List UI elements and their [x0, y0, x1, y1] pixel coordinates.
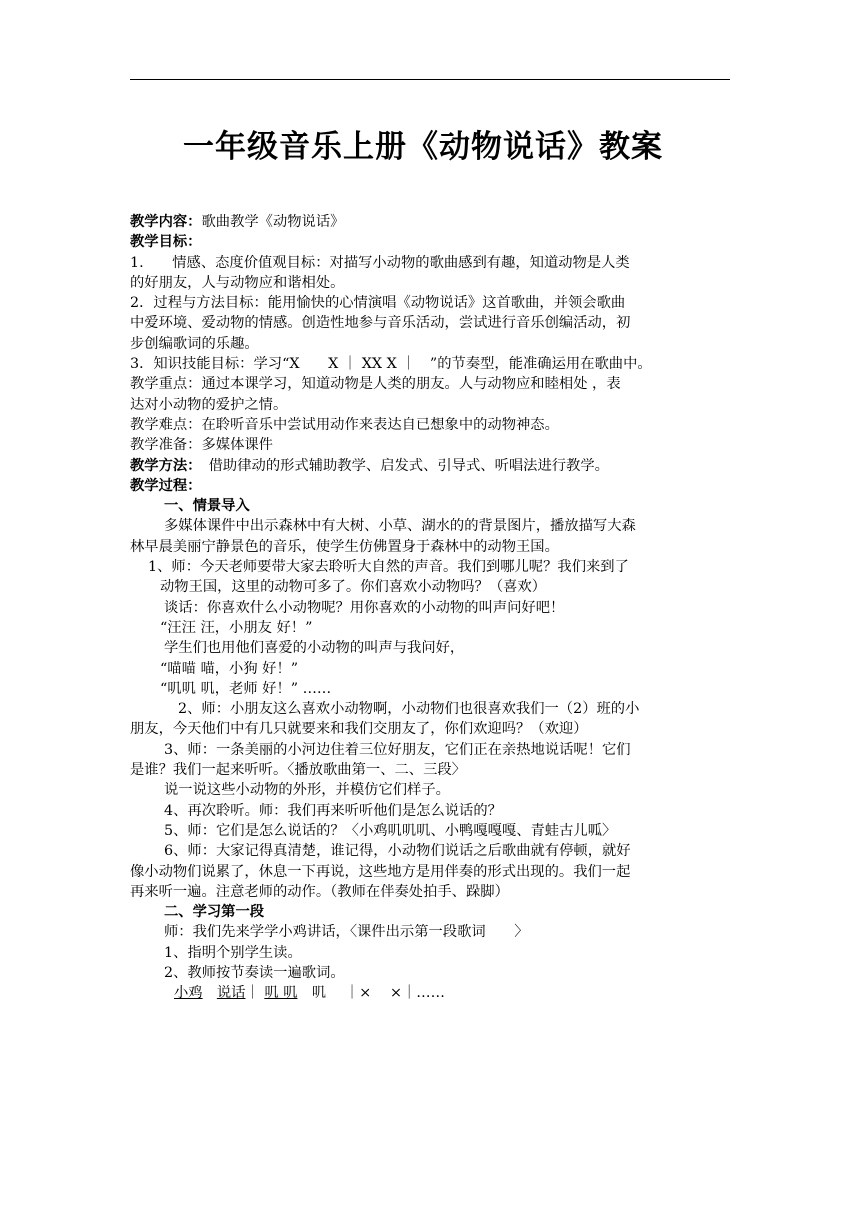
lyric-word: 说话	[216, 985, 246, 1002]
paragraph-line: 学生们也用他们喜爱的小动物的叫声与我问好，	[164, 640, 465, 657]
paragraph-line: 6、师：大家记得真清楚，谁记得，小动物们说话之后歌曲就有停顿，就好	[164, 843, 631, 860]
line-content	[130, 212, 732, 232]
paragraph-line: 动物王国，这里的动物可多了。你们喜欢小动物吗？（喜欢）	[160, 579, 547, 596]
label-teaching-content: 教学内容：	[130, 214, 202, 230]
page-title: 一年级音乐上册《动物说话》教案	[183, 129, 663, 165]
paragraph-line: “汪汪 汪，小朋友 好！”	[160, 619, 313, 636]
paragraph-line: 再来听一遍。注意老师的动作。（教师在伴奏处拍手、跺脚）	[130, 883, 509, 900]
lyric-word: 小鸡	[174, 985, 203, 1002]
section-heading-2: 二、学习第一段	[164, 904, 265, 921]
paragraph-line: 4、再次聆听。师：我们再来听听他们是怎么说话的？	[164, 802, 502, 819]
paragraph-line: “叽叽 叽，老师 好！” ……	[160, 680, 332, 697]
document-body	[130, 212, 732, 1004]
paragraph-line: 多媒体课件中出示森林中有大树、小草、湖水的的背景图片，播放描写大森	[164, 518, 636, 535]
key-points-cont: 达对小动物的爱护之情。	[130, 396, 288, 413]
label-methods: 教学方法：	[130, 457, 195, 474]
label-teaching-goals: 教学目标：	[130, 234, 202, 251]
goal-1: 1. 情感、态度价值观目标：对描写小动物的歌曲感到有趣，知道动物是人类	[130, 254, 630, 271]
key-points: 教学重点：通过本课学习，知道动物是人类的朋友。人与动物应和睦相处 ，表	[130, 376, 621, 393]
text-methods: 借助律动的形式辅助教学、启发式、引导式、听唱法进行教学。	[194, 457, 609, 474]
section-heading-1: 一、情景导入	[164, 498, 250, 515]
paragraph-line: 1、师：今天老师要带大家去聆听大自然的声音。我们到哪儿呢？我们来到了	[148, 559, 629, 576]
header-rule	[130, 79, 730, 80]
paragraph-line: 像小动物们说累了，休息一下再说，这些地方是用伴奏的形式出现的。我们一起	[130, 863, 631, 880]
goal-1-cont: 的好朋友，人与动物应和谐相处。	[130, 274, 345, 291]
goal-3: 3．知识技能目标：学习“X X ｜ XX X ｜ ”的节奏型，能准确运用在歌曲中。	[130, 356, 652, 373]
paragraph-line: 5、师：它们是怎么说话的？〈小鸡叽叽叽、小鸭嘎嘎嘎、青蛙古儿呱〉	[164, 822, 617, 839]
goal-2-cont: 中爱环境、爱动物的情感。创造性地参与音乐活动，尝试进行音乐创编活动，初	[130, 315, 631, 332]
paragraph-line: 谈话：你喜欢什么小动物呢？用你喜欢的小动物的叫声问好吧！	[164, 599, 565, 616]
rhythm-notation: 叽 ｜× ×｜……	[311, 985, 445, 1002]
lyric-word: 叽 叽	[264, 985, 298, 1002]
line-methods	[130, 456, 732, 476]
paragraph-line: 是谁？我们一起来听听。〈播放歌曲第一、二、三段〉	[130, 762, 466, 779]
paragraph-line: 2、教师按节奏读一遍歌词。	[164, 964, 345, 981]
text-teaching-content: 歌曲教学《动物说话》	[201, 214, 345, 230]
paragraph-line: 2、师：小朋友这么喜欢小动物啊，小动物们也很喜欢我们一（2）班的小	[178, 701, 640, 718]
goal-2: 2．过程与方法目标：能用愉快的心情演唱《动物说话》这首歌曲，并领会歌曲	[130, 295, 626, 312]
difficulties: 教学难点：在聆听音乐中尝试用动作来表达自已想象中的动物神态。	[130, 416, 559, 433]
paragraph-line: 朋友，今天他们中有几只就要来和我们交朋友了，你们欢迎吗？（欢迎）	[130, 721, 588, 738]
paragraph-line: 说一说这些小动物的外形，并模仿它们样子。	[164, 782, 450, 799]
rhythm-line: 小鸡 说话｜ 叽 叽 叽 ｜× ×｜……	[174, 985, 445, 1002]
paragraph-line: 1、指明个别学生读。	[164, 944, 302, 961]
paragraph-line: 3、师：一条美丽的小河边住着三位好朋友，它们正在亲热地说话呢！它们	[164, 741, 631, 758]
goal-2-cont2: 步创编歌词的乐趣。	[130, 335, 259, 352]
preparation: 教学准备：多媒体课件	[130, 437, 273, 454]
paragraph-line: 林早晨美丽宁静景色的音乐，使学生仿佛置身于森林中的动物王国。	[130, 538, 559, 555]
label-process: 教学过程：	[130, 477, 202, 494]
paragraph-line: “喵喵 喵，小狗 好！”	[160, 660, 299, 677]
paragraph-line: 师：我们先来学学小鸡讲话，〈课件出示第一段歌词 〉	[164, 924, 529, 941]
